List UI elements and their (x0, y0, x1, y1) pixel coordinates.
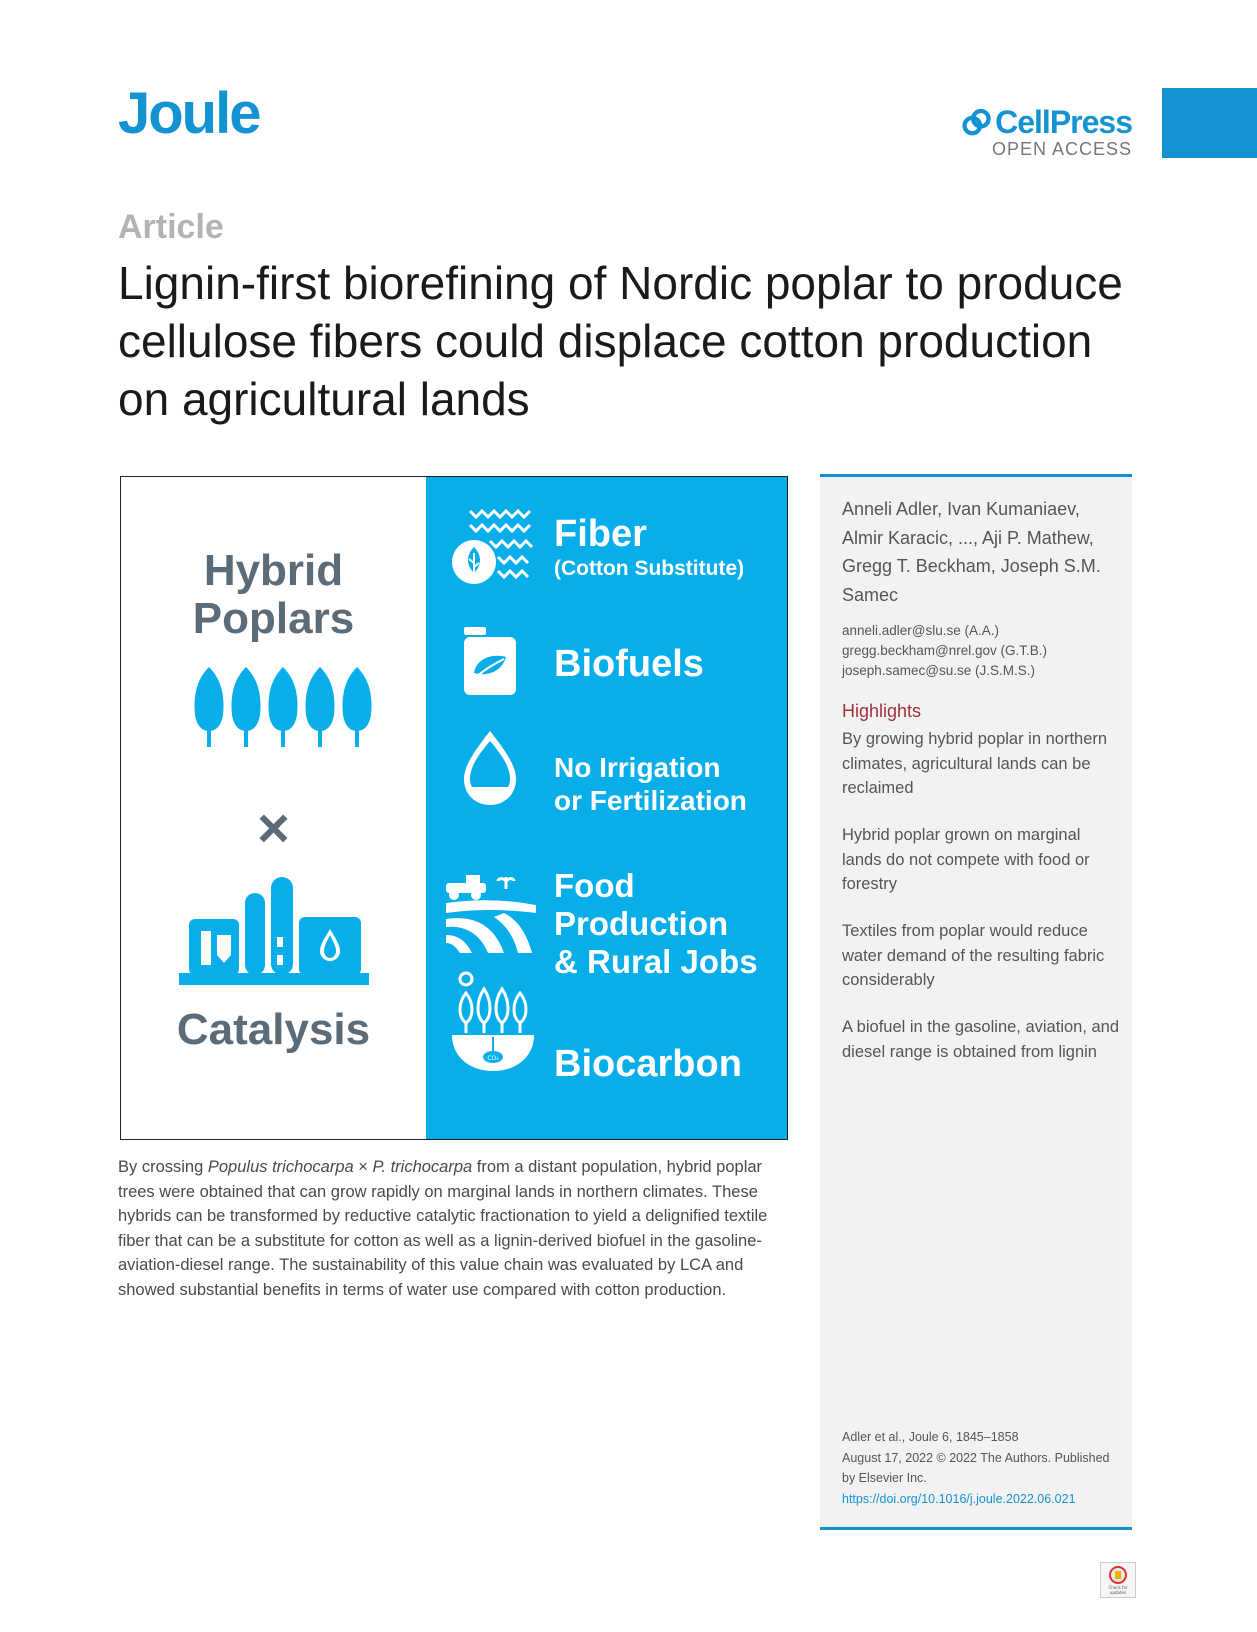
ga-biocarbon-label: Biocarbon (554, 1043, 742, 1085)
open-access-label: OPEN ACCESS (991, 139, 1132, 159)
highlight-item: By growing hybrid poplar in northern climates, agricultural lands can be reclaimed (842, 730, 1108, 797)
citation-line-1: Adler et al., Joule 6, 1845–1858 (842, 1430, 1019, 1444)
cellpress-logo[interactable] (962, 104, 1132, 160)
doi-link[interactable]: https://doi.org/10.1016/j.joule.2022.06.021 (842, 1491, 1076, 1506)
fiber-icon (450, 507, 540, 587)
ga-catalysis: Catalysis (176, 1005, 371, 1054)
email-1[interactable]: anneli.adler@slu.se (A.A.) (842, 623, 1000, 638)
authors[interactable]: Anneli Adler, Ivan Kumaniaev, Almir Karacic, ..., Aji P. Mathew, Gregg T. Beckham, Joseph S.M. Samec (842, 499, 1101, 605)
ga-left-panel (121, 477, 426, 1139)
email-3[interactable]: joseph.samec@su.se (J.S.M.S.) (842, 663, 1036, 678)
caption-post: from a distant population, hybrid poplar trees were obtained that can grow rapidly on marginal lands in northern climates. These hybrids can be transformed by reductive catalytic fractionation to yield a delignified textile fiber that can be a substitute for cotton as well as a lignin-derived biofuel in the gasoline-aviation-diesel range. The sustainability of this value chain was evaluated by LCA and showed substantial benefits in terms of water use compared with cotton production. (118, 1158, 768, 1299)
check-for-updates-badge[interactable] (1100, 1562, 1136, 1598)
corner-tab (1162, 88, 1257, 158)
check-updates-icon (1101, 1563, 1135, 1597)
water-drop-icon (460, 727, 520, 809)
biocarbon-icon (450, 969, 536, 1073)
ga-irrigation-label (554, 751, 747, 817)
ga-irrigation-line-1: No Irrigation (554, 752, 721, 783)
emails (842, 621, 1047, 681)
caption-species-1: Populus trichocarpa (207, 1158, 354, 1176)
article-title: Lignin-first biorefining of Nordic poplar to produce cellulose fibers could displace cotton production on agricultural lands (118, 257, 1123, 425)
farm-field-icon (444, 869, 538, 955)
publisher-name: CellPress (995, 104, 1132, 140)
poplar-trees-icon (191, 665, 377, 751)
ga-food-label (554, 867, 758, 981)
fuel-canister-icon (460, 625, 520, 697)
ga-biofuels-label: Biofuels (554, 643, 704, 685)
highlights-heading: Highlights (842, 701, 922, 721)
ga-food-line-3: & Rural Jobs (554, 943, 758, 980)
ga-irrigation-line-2: or Fertilization (554, 785, 747, 816)
biorefinery-icon (179, 877, 369, 987)
co2-label: CO₂ (487, 1055, 499, 1062)
ga-hybrid-poplars: Hybrid Poplars (192, 546, 355, 643)
ga-fiber-label: Fiber (554, 513, 647, 555)
citation (842, 1427, 1110, 1509)
article-type: Article (118, 208, 224, 246)
cellpress-mark-icon (962, 106, 991, 140)
email-2[interactable]: gregg.beckham@nrel.gov (G.T.B.) (842, 643, 1048, 658)
ga-food-line-2: Production (554, 905, 729, 942)
graphical-abstract (120, 476, 788, 1140)
check-updates-line-2: updates (1109, 1590, 1127, 1595)
highlight-item: Hybrid poplar grown on marginal lands do not compete with food or forestry (842, 826, 1090, 893)
ga-right-panel (426, 477, 787, 1139)
ga-food-line-1: Food (554, 867, 635, 904)
caption-pre: By crossing (118, 1158, 208, 1176)
ga-caption (118, 1155, 788, 1302)
citation-line-2: August 17, 2022 © 2022 The Authors. Published (842, 1450, 1110, 1465)
ga-times-sign: × (257, 796, 290, 859)
sidebar (820, 474, 1132, 1530)
check-updates-line-1: Check for (1108, 1585, 1128, 1590)
citation-line-3: by Elsevier Inc. (842, 1471, 927, 1485)
highlight-item: A biofuel in the gasoline, aviation, and diesel range is obtained from lignin (842, 1018, 1120, 1061)
ga-fiber-sub-label: (Cotton Substitute) (554, 557, 745, 580)
caption-cross: × (353, 1158, 373, 1176)
journal-logo[interactable]: Joule (118, 81, 260, 146)
highlight-item: Textiles from poplar would reduce water demand of the resulting fabric considerably (842, 922, 1105, 989)
caption-species-2: P. trichocarpa (372, 1158, 473, 1176)
